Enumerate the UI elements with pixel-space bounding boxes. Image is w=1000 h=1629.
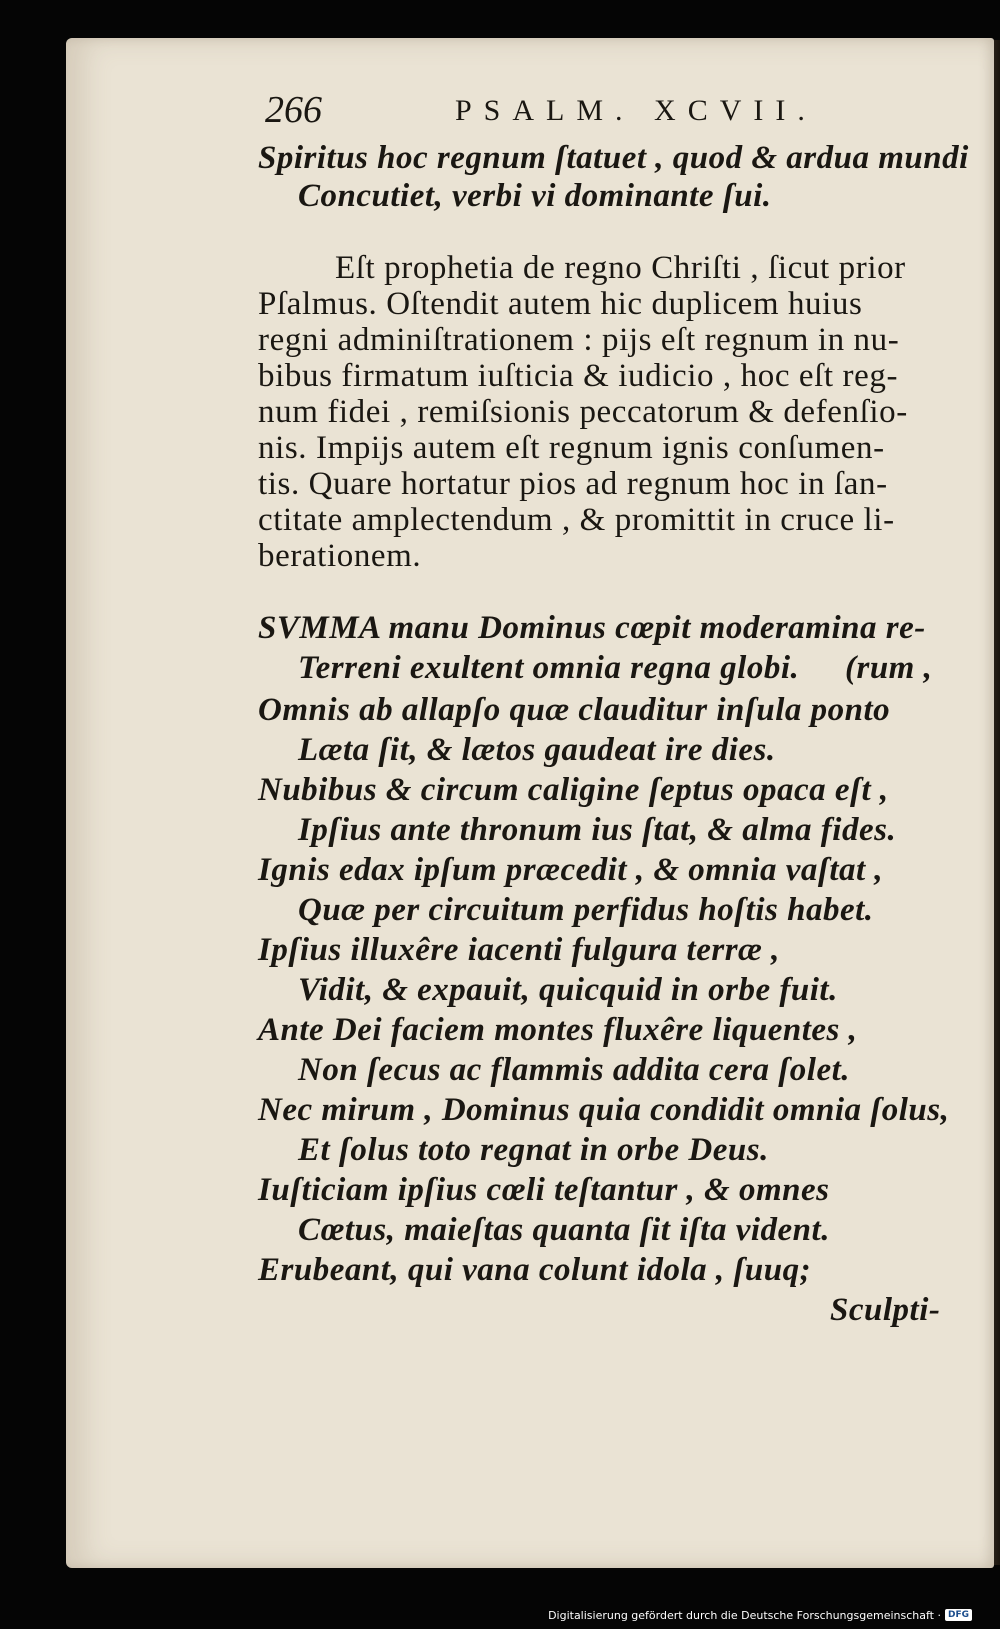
poem-line: Terreni exultent omnia regna globi. — [298, 650, 800, 686]
poem-line: Cœtus, maieſtas quanta ſit iſta vident. — [298, 1212, 830, 1248]
text-line: ctitate amplectendum , & promittit in cruce li- — [258, 502, 895, 538]
footer-credit: Digitalisierung gefördert durch die Deutsche Forschungsgemeinschaft · — [548, 1608, 941, 1622]
text-line: nis. Impijs autem eſt regnum ignis conſumen- — [258, 430, 885, 466]
poem-overflow: (rum , — [845, 650, 933, 686]
poem-line: Læta ſit, & lætos gaudeat ire dies. — [298, 732, 776, 768]
poem-line: Ignis edax ipſum præcedit , & omnia vaſtat , — [258, 852, 884, 888]
poem-line: Vidit, & expauit, quicquid in orbe fuit. — [298, 972, 838, 1008]
poem-line: Nubibus & circum caligine ſeptus opaca eſt , — [258, 772, 889, 808]
page-number: 266 — [265, 89, 322, 131]
poem-line: Non ſecus ac flammis addita cera ſolet. — [298, 1052, 851, 1088]
poem-line: Omnis ab allapſo quæ clauditur inſula ponto — [258, 692, 891, 728]
poem-line: Iuſticiam ipſius cœli teſtantur , & omnes — [258, 1172, 830, 1208]
text-line: Pſalmus. Oſtendit autem hic duplicem huius — [258, 286, 863, 322]
dfg-logo-icon: DFG — [945, 1609, 972, 1621]
poem-line: Nec mirum , Dominus quia condidit omnia ſolus, — [258, 1092, 950, 1128]
text-line: tis. Quare hortatur pios ad regnum hoc in ſan- — [258, 466, 888, 502]
poem-line: Ipſius illuxêre iacenti fulgura terræ , — [258, 932, 780, 968]
catchword: Sculpti- — [830, 1292, 941, 1328]
verse-line: Concutiet, verbi vi dominante ſui. — [298, 178, 772, 214]
text-line: regni adminiſtrationem : pijs eſt regnum in nu- — [258, 322, 900, 358]
poem-line: Et ſolus toto regnat in orbe Deus. — [298, 1132, 769, 1168]
verse-line: Spiritus hoc regnum ſtatuet , quod & ardua mundi — [258, 140, 969, 176]
poem-line: SVMMA manu Dominus cœpit moderamina re- — [258, 610, 926, 646]
page-header — [265, 88, 885, 132]
running-title: PSALM. XCVII. — [455, 94, 817, 127]
poem-line: Erubeant, qui vana colunt idola , ſuuq; — [258, 1252, 812, 1288]
digitization-footer — [548, 1607, 972, 1623]
text-line: num fidei , remiſsionis peccatorum & defenſio- — [258, 394, 908, 430]
text-line: berationem. — [258, 538, 422, 574]
text-line: Eſt prophetia de regno Chriſti , ſicut prior — [335, 250, 906, 286]
poem-line: Quæ per circuitum perfidus hoſtis habet. — [298, 892, 874, 928]
text-line: bibus firmatum iuſticia & iudicio , hoc eſt reg- — [258, 358, 899, 394]
poem-line: Ipſius ante thronum ius ſtat, & alma fides. — [298, 812, 897, 848]
poem-line: Ante Dei faciem montes fluxêre liquentes , — [258, 1012, 858, 1048]
